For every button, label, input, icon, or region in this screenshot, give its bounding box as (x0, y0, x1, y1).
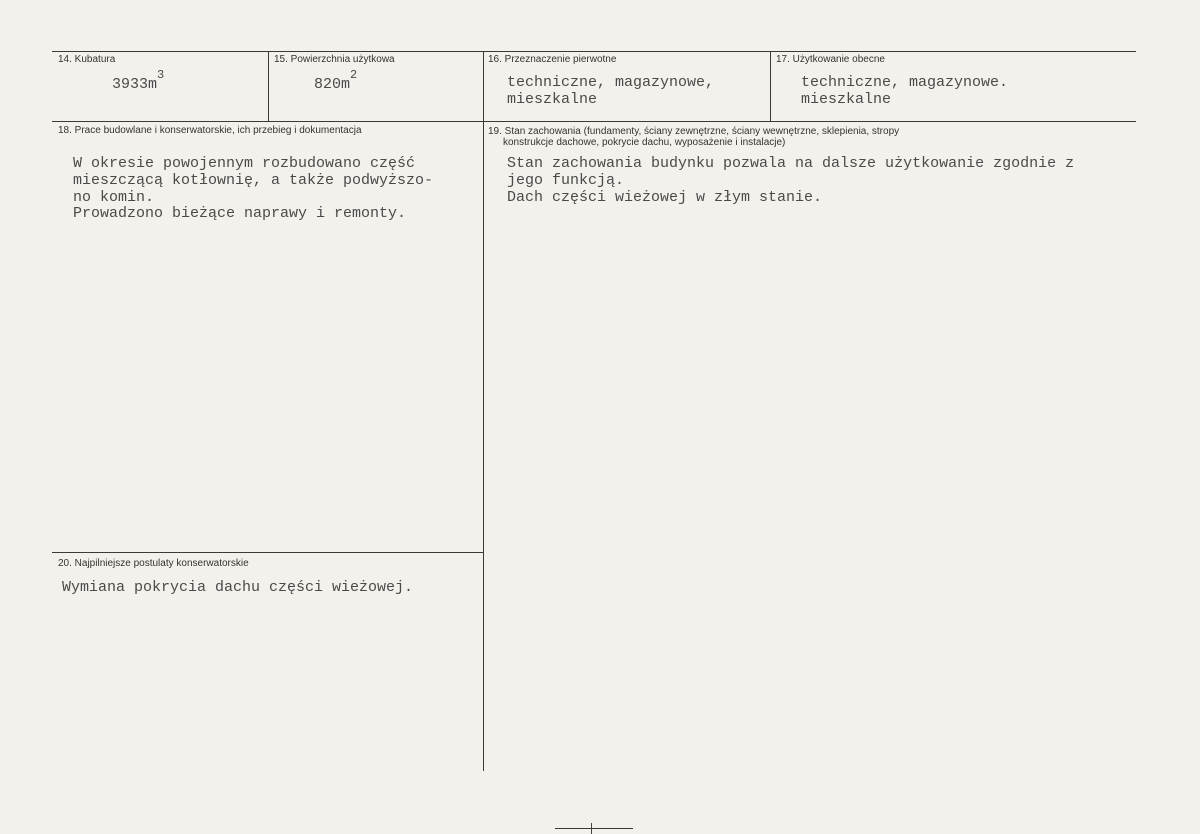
row1-divider-3 (770, 51, 771, 121)
row1-divider-1 (268, 51, 269, 121)
powierzchnia-number: 820m (314, 76, 351, 93)
stan-label-2: konstrukcje dachowe, pokrycie dachu, wyposażenie i instalacje) (503, 137, 786, 148)
kubatura-exponent: 3 (157, 68, 165, 82)
powierzchnia-value (314, 68, 358, 93)
prace-line-1: W okresie powojennym rozbudowano część (73, 155, 416, 172)
uzytkowanie-line-1: techniczne, magazynowe. (801, 74, 1009, 91)
postulaty-label: 20. Najpilniejsze postulaty konserwatorskie (58, 558, 249, 569)
row1-divider-2 (483, 51, 484, 121)
przeznaczenie-line-1: techniczne, magazynowe, (507, 74, 715, 91)
stan-line-1: Stan zachowania budynku pozwala na dalsze użytkowanie zgodnie z (507, 155, 1075, 172)
stan-line-2: jego funkcją. (507, 172, 625, 189)
uzytkowanie-label: 17. Użytkowanie obecne (776, 54, 885, 65)
kubatura-number: 3933m (112, 76, 158, 93)
stan-line-3: Dach części wieżowej w złym stanie. (507, 189, 823, 206)
uzytkowanie-line-2: mieszkalne (801, 91, 892, 108)
kubatura-label: 14. Kubatura (58, 54, 116, 65)
section20-rule (52, 552, 484, 553)
kubatura-value (112, 68, 165, 93)
stan-label-1: 19. Stan zachowania (fundamenty, ściany zewnętrzne, ściany wewnętrzne, sklepienia, stropy (488, 126, 900, 137)
center-divider (483, 121, 484, 771)
bottom-mark (555, 828, 633, 829)
prace-line-3: no komin. (73, 189, 155, 206)
prace-line-2: mieszczącą kotłownię, a także podwyższo- (73, 172, 434, 189)
powierzchnia-label: 15. Powierzchnia użytkowa (274, 54, 395, 65)
prace-line-4: Prowadzono bieżące naprawy i remonty. (73, 205, 407, 222)
bottom-tick (591, 823, 592, 834)
powierzchnia-exponent: 2 (350, 68, 358, 82)
przeznaczenie-label: 16. Przeznaczenie pierwotne (488, 54, 617, 65)
przeznaczenie-line-2: mieszkalne (507, 91, 598, 108)
prace-label: 18. Prace budowlane i konserwatorskie, ich przebieg i dokumentacja (58, 125, 362, 136)
postulaty-line-1: Wymiana pokrycia dachu części wieżowej. (62, 579, 414, 596)
top-rule (52, 51, 1136, 52)
row1-bottom-rule (52, 121, 1136, 122)
